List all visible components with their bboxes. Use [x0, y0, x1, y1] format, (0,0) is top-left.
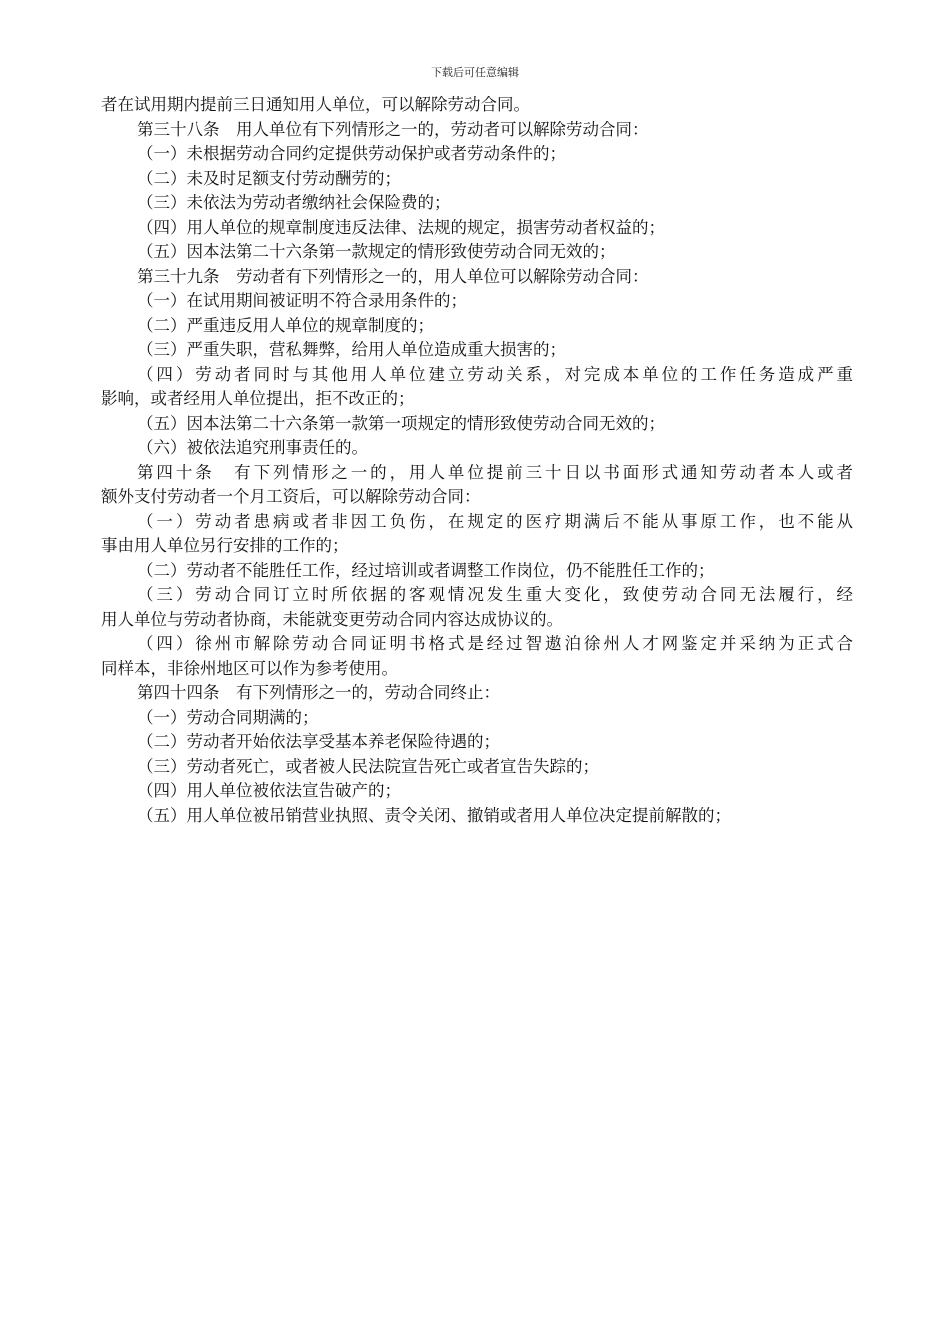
text-line: （四）用人单位被依法宣告破产的； [137, 781, 401, 800]
text-line: （二）劳动者不能胜任工作，经过培训或者调整工作岗位，仍不能胜任工作的； [137, 560, 715, 580]
text-line: （五）因本法第二十六条第一款规定的情形致使劳动合同无效的； [137, 242, 616, 261]
text-line: 第三十八条 用人单位有下列情形之一的，劳动者可以解除劳动合同： [137, 119, 649, 139]
text-line: 第四十条 有下列情形之一的，用人单位提前三十日以书面形式通知劳动者本人或者 [137, 462, 853, 482]
text-line: （二）严重违反用人单位的规章制度的； [137, 315, 434, 335]
text-line: （二）未及时足额支付劳动酬劳的； [137, 168, 401, 188]
text-line: （一）劳动者患病或者非因工负伤，在规定的医疗期满后不能从事原工作，也不能从 [137, 511, 853, 531]
text-line: （三）未依法为劳动者缴纳社会保险费的； [137, 193, 451, 212]
text-line: （三）严重失职，营私舞弊，给用人单位造成重大损害的； [137, 340, 566, 359]
text-line: 者在试用期内提前三日通知用人单位，可以解除劳动合同。 [101, 95, 530, 114]
text-line: 第四十四条 有下列情形之一的，劳动合同终止： [137, 683, 500, 702]
text-line: （五）因本法第二十六条第一款第一项规定的情形致使劳动合同无效的； [137, 413, 665, 433]
text-line: （三）劳动合同订立时所依据的客观情况发生重大变化，致使劳动合同无法履行，经 [137, 585, 853, 604]
text-line: （二）劳动者开始依法享受基本养老保险待遇的； [137, 732, 500, 751]
document-body [101, 93, 853, 828]
text-line: （六）被依法追究刑事责任的。 [137, 438, 368, 457]
text-line: （三）劳动者死亡，或者被人民法院宣告死亡或者宣告失踪的； [137, 756, 599, 776]
text-line: 同样本，非徐州地区可以作为参考使用。 [101, 658, 398, 678]
text-line: （一）未根据劳动合同约定提供劳动保护或者劳动条件的； [137, 144, 566, 163]
text-line: 用人单位与劳动者协商，未能就变更劳动合同内容达成协议的。 [101, 609, 563, 629]
text-line: （一）在试用期间被证明不符合录用条件的； [137, 291, 467, 310]
page-header: 下载后可任意编辑 [431, 66, 519, 79]
text-line: 第三十九条 劳动者有下列情形之一的，用人单位可以解除劳动合同： [137, 266, 649, 286]
text-line: （四）徐州市解除劳动合同证明书格式是经过智遨泊徐州人才网鉴定并采纳为正式合 [137, 634, 853, 653]
text-line: 影响，或者经用人单位提出，拒不改正的； [101, 389, 415, 408]
text-line: 额外支付劳动者一个月工资后，可以解除劳动合同： [101, 487, 481, 506]
text-line: （四）劳动者同时与其他用人单位建立劳动关系，对完成本单位的工作任务造成严重 [137, 364, 853, 384]
text-line: 事由用人单位另行安排的工作的； [101, 536, 349, 555]
text-line: （一）劳动合同期满的； [137, 707, 319, 727]
text-line: （四）用人单位的规章制度违反法律、法规的规定，损害劳动者权益的； [137, 217, 665, 237]
text-line: （五）用人单位被吊销营业执照、责令关闭、撤销或者用人单位决定提前解散的； [137, 805, 731, 825]
